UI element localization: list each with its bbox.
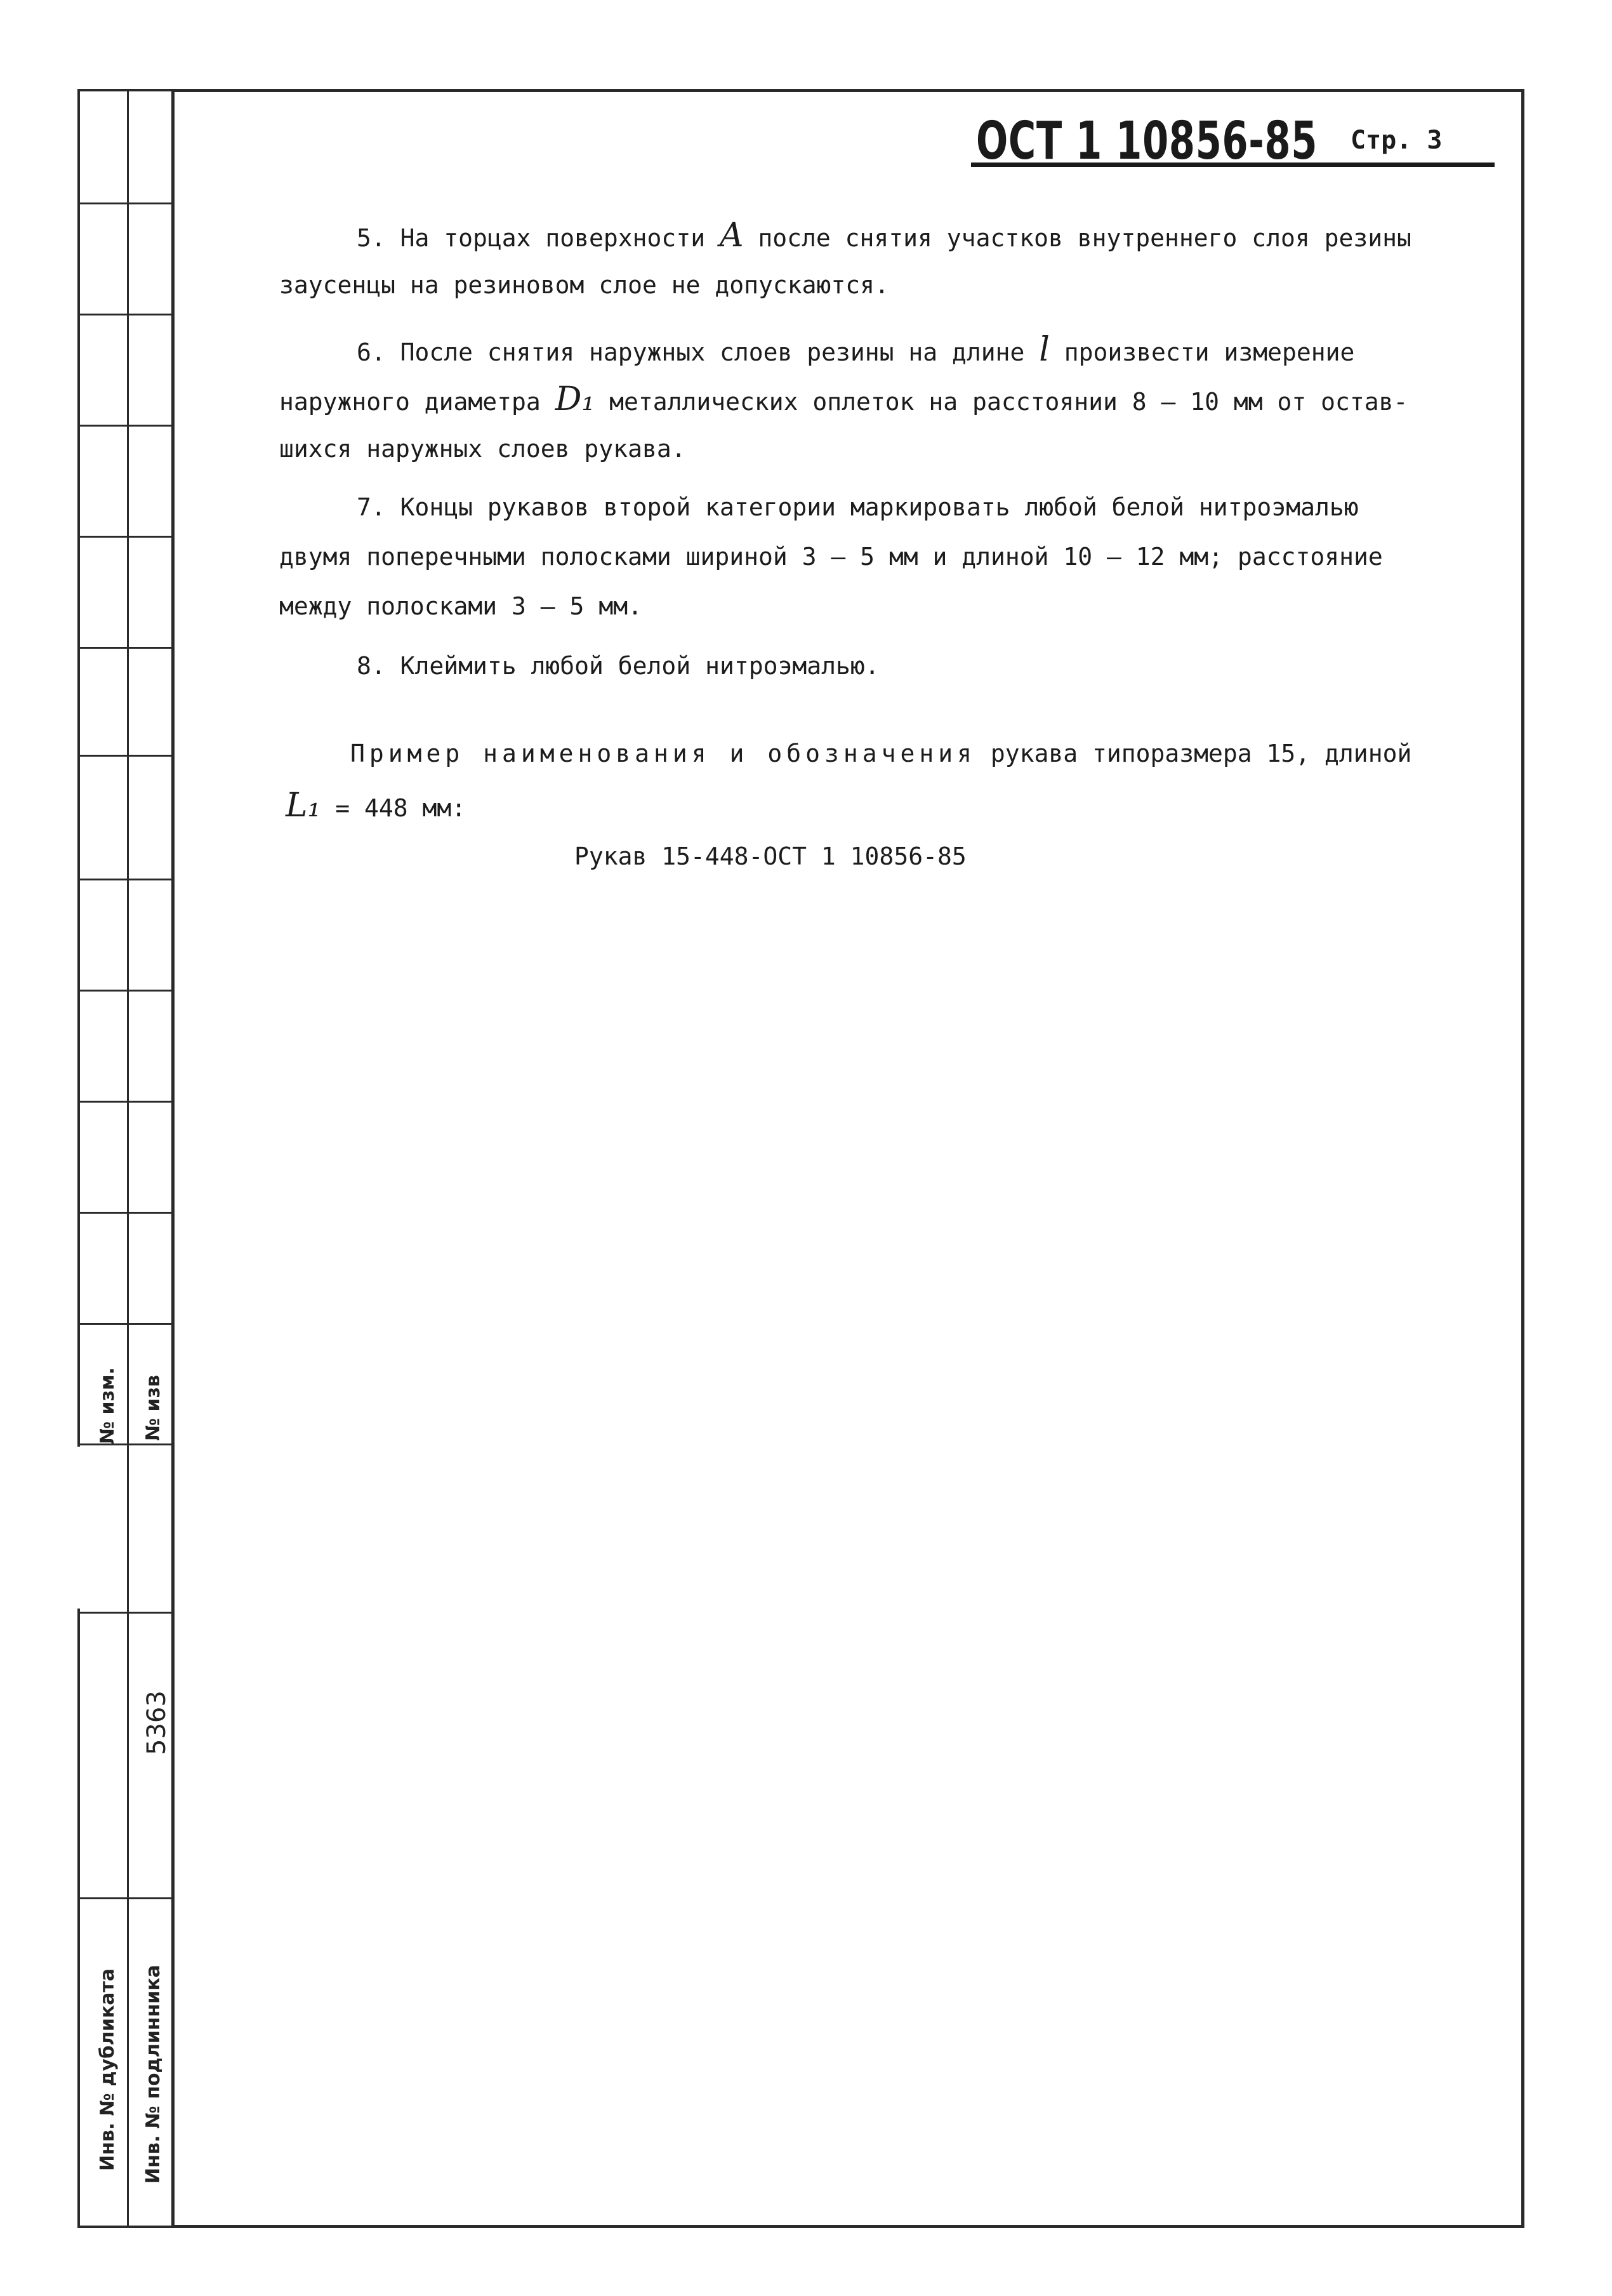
item-8-line-1: 8. Клеймить любой белой нитроэмалью. [357,652,880,680]
item-7-line-2: двумя поперечными полосками шириной 3 – 5 мм и длиной 10 – 12 мм; расстояние [279,543,1383,571]
item-6-line-1: 6. После снятия наружных слоев резины на длине l произвести измерение [357,331,1355,369]
side-strip-rule [80,1443,173,1445]
side-strip-rule [80,879,173,880]
side-strip-divider [127,91,129,2226]
item-6-line-2: наружного диаметра D₁ металлических оплеток на расстоянии 8 – 10 мм от остав- [279,380,1408,418]
symbol-l: l [1039,331,1050,369]
side-strip-rule [80,1897,173,1899]
original-inventory-number: 5363 [142,1690,171,1755]
item-5-line-2: заусенцы на резиновом слое не допускаются. [279,271,889,299]
original-inventory-label: Инв. № подлинника [142,1965,164,2184]
symbol-a: A [719,216,744,255]
side-strip-rule [80,647,173,649]
example-line-1: Пример наименования и обозначения рукава типоразмера 15, длиной [350,740,1412,767]
item-5-line-1: 5. На торцах поверхности A после снятия участков внутреннего слоя резины [357,216,1411,255]
side-strip-rule [80,990,173,992]
izm-label: № изм. [96,1367,119,1444]
side-strip-rule [80,536,173,538]
symbol-d1: D₁ [555,380,595,418]
izv-label: № изв [142,1375,164,1441]
document-code: ОСТ 1 10856-85 [976,111,1318,171]
side-strip-rule [80,755,173,757]
side-strip-rule [80,314,173,315]
item-7-line-3: между полосками 3 – 5 мм. [279,592,642,620]
side-strip-gap [77,1447,127,1609]
example-designation: Рукав 15-448-ОСТ 1 10856-85 [574,842,967,870]
example-line-2: L₁ = 448 мм: [286,786,466,825]
item-7-line-1: 7. Концы рукавов второй категории маркировать любой белой нитроэмалью [357,493,1359,521]
side-strip-rule [80,202,173,204]
symbol-l1: L₁ [286,786,321,825]
header-underline [971,163,1495,167]
side-strip-rule [80,425,173,427]
item-6-line-3: шихся наружных слоев рукава. [279,435,686,463]
side-strip-rule [80,1101,173,1103]
archive-side-strip [77,89,173,2228]
page-number: Стр. 3 [1351,126,1443,155]
side-strip-rule [80,1612,173,1614]
duplicate-inventory-label: Инв. № дубликата [96,1968,119,2171]
side-strip-rule [80,1323,173,1325]
side-strip-rule [80,1212,173,1214]
